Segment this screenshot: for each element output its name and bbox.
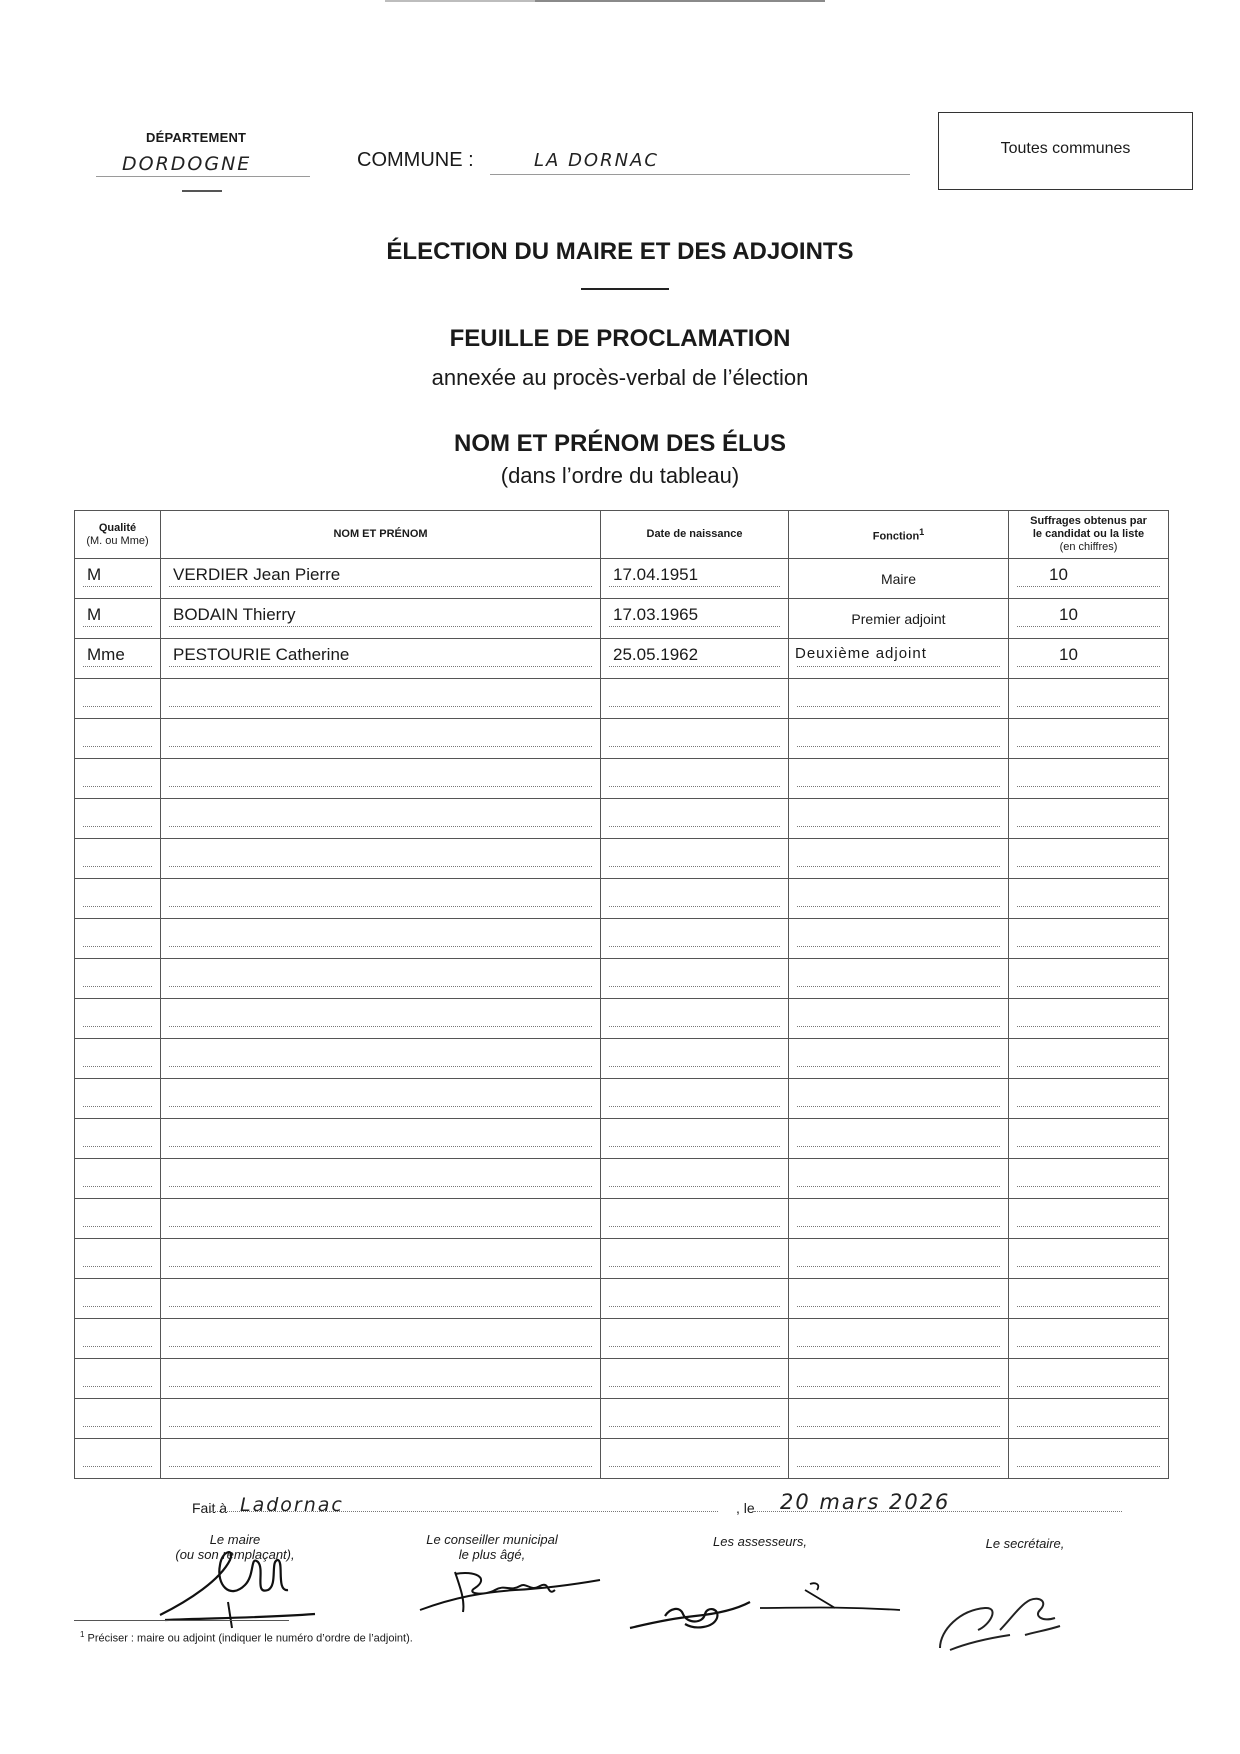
header-qualite: [75, 511, 161, 559]
table-row: [75, 559, 1169, 599]
cell-qualite[interactable]: [75, 679, 161, 719]
cell-suffrages[interactable]: [1009, 839, 1169, 879]
table-row: [75, 639, 1169, 679]
nom-value: BODAIN Thierry: [173, 605, 296, 624]
commune-field: [490, 150, 910, 175]
suffrages-value: 10: [1059, 645, 1078, 664]
qualite-value: Mme: [87, 645, 125, 664]
cell-fonction[interactable]: [789, 719, 1009, 759]
fait-value[interactable]: Ladornac: [240, 1494, 344, 1516]
cell-nom[interactable]: [161, 1279, 601, 1319]
elus-subtitle: (dans l’ordre du tableau): [500, 463, 740, 488]
cell-fonction[interactable]: [789, 1399, 1009, 1439]
footnote: [80, 1630, 413, 1645]
cell-nom[interactable]: [161, 1119, 601, 1159]
table-row: [75, 1039, 1169, 1079]
cell-date[interactable]: [601, 1239, 789, 1279]
cell-date[interactable]: [601, 1039, 789, 1079]
suffrages-value: 10: [1049, 565, 1068, 584]
cell-suffrages[interactable]: [1009, 759, 1169, 799]
cell-fonction[interactable]: [789, 679, 1009, 719]
table-row: [75, 599, 1169, 639]
nom-value: PESTOURIE Catherine: [173, 645, 350, 664]
table-row: [75, 879, 1169, 919]
cell-suffrages[interactable]: [1009, 1039, 1169, 1079]
cell-fonction[interactable]: [789, 959, 1009, 999]
cell-qualite[interactable]: [75, 919, 161, 959]
cell-date[interactable]: [601, 839, 789, 879]
date-value[interactable]: 20 mars 2026: [780, 1490, 951, 1514]
cell-date[interactable]: [601, 1119, 789, 1159]
cell-qualite[interactable]: [75, 999, 161, 1039]
cell-suffrages[interactable]: [1009, 1119, 1169, 1159]
departement-value: DORDOGNE: [122, 153, 252, 175]
cell-date[interactable]: [601, 599, 789, 639]
table-body: [75, 559, 1169, 1479]
cell-suffrages[interactable]: [1009, 1199, 1169, 1239]
cell-fonction[interactable]: [789, 999, 1009, 1039]
cell-nom[interactable]: [161, 839, 601, 879]
cell-suffrages[interactable]: [1009, 559, 1169, 599]
table-row: [75, 1279, 1169, 1319]
header-fonction-label: Fonction: [872, 530, 920, 543]
conseiller-signature: [415, 1562, 605, 1622]
maire-signature: [150, 1540, 320, 1630]
cell-fonction[interactable]: [789, 639, 1009, 679]
cell-date[interactable]: [601, 1079, 789, 1119]
cell-date[interactable]: [601, 1439, 789, 1479]
cell-qualite[interactable]: [75, 799, 161, 839]
cell-fonction[interactable]: [789, 599, 1009, 639]
toutes-communes-box: [938, 112, 1193, 190]
cell-qualite[interactable]: [75, 959, 161, 999]
header-suffrages-line3: (en chiffres): [1059, 541, 1118, 553]
departement-label: DÉPARTEMENT: [146, 130, 247, 145]
cell-nom[interactable]: [161, 1039, 601, 1079]
cell-nom[interactable]: [161, 759, 601, 799]
cell-date[interactable]: [601, 1199, 789, 1239]
header-suffrages-line2: le candidat ou la liste: [1032, 528, 1145, 540]
cell-fonction[interactable]: [789, 559, 1009, 599]
commune-value: LA DORNAC: [534, 150, 659, 171]
cell-qualite[interactable]: [75, 1039, 161, 1079]
cell-fonction[interactable]: [789, 1039, 1009, 1079]
footnote-text: Préciser : maire ou adjoint (indiquer le numéro d’ordre de l’adjoint).: [87, 1632, 413, 1645]
date-label: , le: [736, 1500, 755, 1516]
cell-suffrages[interactable]: [1009, 679, 1169, 719]
cell-fonction[interactable]: [789, 919, 1009, 959]
conseiller-label-line1: Le conseiller municipal: [426, 1532, 558, 1547]
cell-fonction[interactable]: [789, 879, 1009, 919]
table-row: [75, 719, 1169, 759]
proclamation-subtitle: annexée au procès-verbal de l’élection: [431, 365, 809, 390]
cell-suffrages[interactable]: [1009, 919, 1169, 959]
date-value: 17.04.1951: [613, 565, 699, 584]
fonction-value: Deuxième adjoint: [795, 645, 927, 662]
departement-field: [96, 152, 310, 177]
cell-fonction[interactable]: [789, 1199, 1009, 1239]
cell-date[interactable]: [601, 1399, 789, 1439]
table-row: [75, 799, 1169, 839]
cell-fonction[interactable]: [789, 759, 1009, 799]
assesseur-signature-2: [755, 1578, 905, 1628]
header-suffrages-line1: Suffrages obtenus par: [1030, 515, 1147, 527]
scan-edge-line: [385, 0, 535, 2]
date-value: 17.03.1965: [613, 605, 699, 624]
cell-qualite[interactable]: [75, 1239, 161, 1279]
cell-qualite[interactable]: [75, 639, 161, 679]
cell-suffrages[interactable]: [1009, 1079, 1169, 1119]
cell-suffrages[interactable]: [1009, 1279, 1169, 1319]
table-row: [75, 1199, 1169, 1239]
table-row: [75, 919, 1169, 959]
table-row: [75, 1159, 1169, 1199]
cell-suffrages[interactable]: [1009, 1239, 1169, 1279]
cell-date[interactable]: [601, 879, 789, 919]
cell-date[interactable]: [601, 1359, 789, 1399]
cell-qualite[interactable]: [75, 1079, 161, 1119]
cell-nom[interactable]: [161, 679, 601, 719]
cell-suffrages[interactable]: [1009, 1439, 1169, 1479]
cell-qualite[interactable]: [75, 1319, 161, 1359]
header-qualite-label: Qualité: [98, 521, 137, 534]
secretaire-signature-label: Le secrétaire,: [985, 1536, 1065, 1551]
cell-nom[interactable]: [161, 599, 601, 639]
cell-qualite[interactable]: [75, 1159, 161, 1199]
date-value: 25.05.1962: [613, 645, 699, 664]
table-row: [75, 959, 1169, 999]
cell-suffrages[interactable]: [1009, 1319, 1169, 1359]
assesseur-signature-1: [625, 1590, 755, 1640]
table-row: [75, 1079, 1169, 1119]
table-row: [75, 1119, 1169, 1159]
maire-label-line1: Le maire: [209, 1532, 261, 1547]
cell-date[interactable]: [601, 639, 789, 679]
cell-date[interactable]: [601, 799, 789, 839]
fonction-value: Maire: [880, 571, 916, 587]
conseiller-signature-label: [402, 1532, 582, 1562]
cell-suffrages[interactable]: [1009, 999, 1169, 1039]
page-title: ÉLECTION DU MAIRE ET DES ADJOINTS: [386, 238, 854, 265]
cell-nom[interactable]: [161, 559, 601, 599]
cell-suffrages[interactable]: [1009, 799, 1169, 839]
cell-fonction[interactable]: [789, 1359, 1009, 1399]
cell-date[interactable]: [601, 1279, 789, 1319]
cell-date[interactable]: [601, 1319, 789, 1359]
fait-label: Fait à: [192, 1500, 228, 1516]
cell-date[interactable]: [601, 919, 789, 959]
commune-label: COMMUNE :: [357, 149, 474, 171]
header-fonction: [789, 511, 1009, 559]
cell-nom[interactable]: [161, 799, 601, 839]
header-qualite-sub: (M. ou Mme): [86, 534, 149, 547]
table-row: [75, 1439, 1169, 1479]
cell-nom[interactable]: [161, 639, 601, 679]
cell-date[interactable]: [601, 719, 789, 759]
header-nom-label: NOM ET PRÉNOM: [333, 528, 428, 540]
table-row: [75, 759, 1169, 799]
nom-value: VERDIER Jean Pierre: [173, 565, 341, 584]
cell-fonction[interactable]: [789, 1159, 1009, 1199]
title-separator: [581, 288, 669, 290]
maire-label-line2: (ou son remplaçant),: [175, 1547, 295, 1562]
elus-title: NOM ET PRÉNOM DES ÉLUS: [453, 430, 787, 457]
cell-suffrages[interactable]: [1009, 639, 1169, 679]
cell-qualite[interactable]: [75, 1359, 161, 1399]
cell-nom[interactable]: [161, 999, 601, 1039]
cell-fonction[interactable]: [789, 1239, 1009, 1279]
cell-nom[interactable]: [161, 1359, 601, 1399]
cell-nom[interactable]: [161, 879, 601, 919]
cell-qualite[interactable]: [75, 1399, 161, 1439]
cell-nom[interactable]: [161, 919, 601, 959]
header-date-label: Date de naissance: [646, 528, 743, 540]
header-fonction-footnote-mark: 1: [919, 526, 925, 537]
elus-table: [74, 510, 1169, 1479]
footnote-rule: [74, 1620, 289, 1621]
scan-edge-line: [535, 0, 825, 2]
cell-suffrages[interactable]: [1009, 959, 1169, 999]
cell-fonction[interactable]: [789, 839, 1009, 879]
cell-suffrages[interactable]: [1009, 1399, 1169, 1439]
footnote-mark: 1: [80, 1630, 85, 1639]
cell-qualite[interactable]: [75, 1119, 161, 1159]
qualite-value: M: [87, 605, 102, 624]
cell-suffrages[interactable]: [1009, 719, 1169, 759]
header-nom: [161, 511, 601, 559]
cell-fonction[interactable]: [789, 1119, 1009, 1159]
secretaire-signature: [930, 1580, 1080, 1655]
cell-fonction[interactable]: [789, 799, 1009, 839]
cell-fonction[interactable]: [789, 1079, 1009, 1119]
table-row: [75, 1399, 1169, 1439]
cell-qualite[interactable]: [75, 759, 161, 799]
cell-date[interactable]: [601, 1159, 789, 1199]
cell-qualite[interactable]: [75, 599, 161, 639]
cell-qualite[interactable]: [75, 559, 161, 599]
table-row: [75, 999, 1169, 1039]
cell-fonction[interactable]: [789, 1439, 1009, 1479]
cell-nom[interactable]: [161, 1239, 601, 1279]
cell-nom[interactable]: [161, 1439, 601, 1479]
cell-nom[interactable]: [161, 1079, 601, 1119]
cell-suffrages[interactable]: [1009, 1159, 1169, 1199]
fonction-value: Premier adjoint: [851, 611, 946, 627]
cell-date[interactable]: [601, 679, 789, 719]
suffrages-value: 10: [1059, 605, 1078, 624]
cell-nom[interactable]: [161, 719, 601, 759]
cell-nom[interactable]: [161, 1199, 601, 1239]
assesseurs-signature-label: Les assesseurs,: [713, 1534, 807, 1549]
table-header-row: [75, 511, 1169, 559]
header-suffrages: [1009, 511, 1169, 559]
cell-date[interactable]: [601, 959, 789, 999]
cell-nom[interactable]: [161, 1319, 601, 1359]
cell-suffrages[interactable]: [1009, 879, 1169, 919]
conseiller-label-line2: le plus âgé,: [458, 1547, 526, 1562]
toutes-communes-text: Toutes communes: [1000, 140, 1131, 157]
cell-suffrages[interactable]: [1009, 1359, 1169, 1399]
cell-fonction[interactable]: [789, 1319, 1009, 1359]
cell-qualite[interactable]: [75, 839, 161, 879]
cell-nom[interactable]: [161, 959, 601, 999]
cell-nom[interactable]: [161, 1159, 601, 1199]
cell-date[interactable]: [601, 999, 789, 1039]
cell-qualite[interactable]: [75, 1439, 161, 1479]
proclamation-title: FEUILLE DE PROCLAMATION: [449, 325, 791, 352]
table-row: [75, 1239, 1169, 1279]
table-row: [75, 1359, 1169, 1399]
table-row: [75, 839, 1169, 879]
header-date: [601, 511, 789, 559]
qualite-value: M: [87, 565, 102, 584]
cell-nom[interactable]: [161, 1399, 601, 1439]
cell-date[interactable]: [601, 759, 789, 799]
cell-date[interactable]: [601, 559, 789, 599]
cell-qualite[interactable]: [75, 1279, 161, 1319]
table-row: [75, 679, 1169, 719]
departement-dash: [182, 190, 222, 192]
table-row: [75, 1319, 1169, 1359]
cell-fonction[interactable]: [789, 1279, 1009, 1319]
cell-suffrages[interactable]: [1009, 599, 1169, 639]
cell-qualite[interactable]: [75, 1199, 161, 1239]
cell-qualite[interactable]: [75, 879, 161, 919]
cell-qualite[interactable]: [75, 719, 161, 759]
